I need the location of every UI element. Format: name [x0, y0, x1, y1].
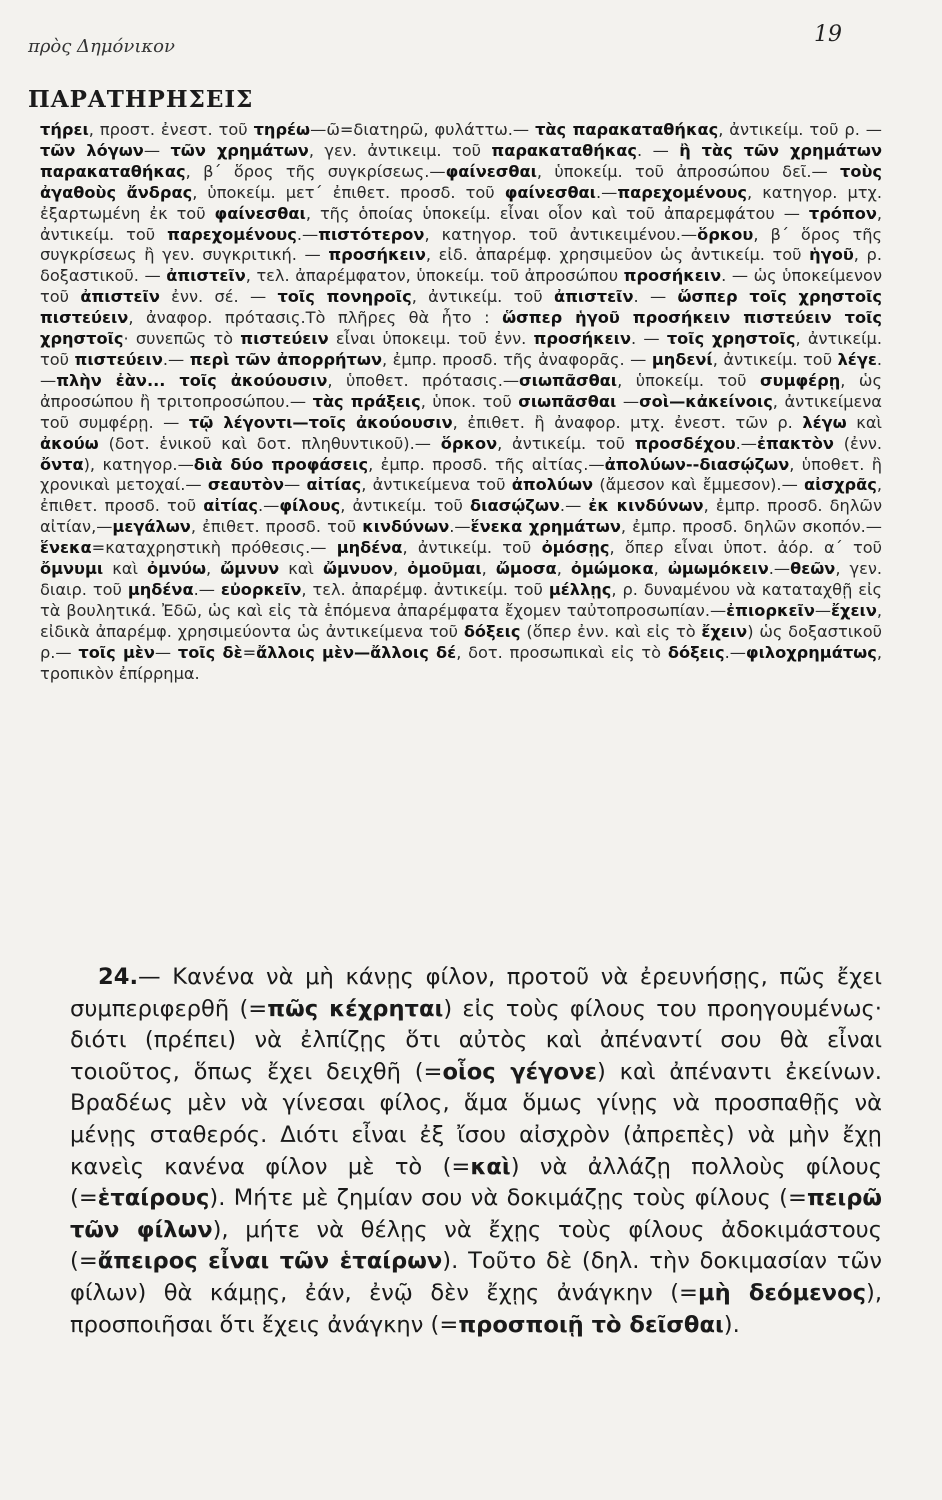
greek-term: ὀμνύω — [146, 559, 207, 579]
greek-term: λέγε — [837, 349, 877, 369]
greek-term: σιωπᾶσθαι — [518, 391, 617, 411]
text-run: , ἀντικείμ. τοῦ — [40, 329, 882, 369]
greek-term: τῶν λόγων — [40, 140, 144, 160]
greek-term: ἀπιστεῖν — [80, 287, 160, 307]
text-run: .— — [768, 559, 791, 579]
greek-term: ὤμνυν — [220, 559, 280, 579]
greek-term: καὶ — [470, 1153, 511, 1180]
greek-term: λέγω — [802, 412, 847, 432]
greek-term: παρακαταθήκας — [491, 140, 637, 160]
text-run: — — [283, 475, 307, 495]
text-run: ). Τοῦτο δὲ (δηλ. τὴν δοκιμασίαν τῶν φίλων) θὰ κάμῃς, ἐάν, ἐνῷ δὲν ἔχῃς ἀνάγκην (= — [70, 1248, 882, 1306]
text-run: , ὡς ἀπροσώπου ἢ τριτοπροσώπου.— — [40, 370, 882, 411]
greek-term: μὴ δεόμενος — [698, 1279, 866, 1306]
text-run: , κατηγορ. τοῦ ἀντικειμένου.— — [424, 224, 698, 244]
text-run: εἶναι ὑποκειμ. τοῦ ἐνν. — [328, 329, 534, 349]
greek-term: ὥσπερ τοῖς χρηστοῖς πιστεύειν — [40, 287, 883, 328]
greek-term: σιωπᾶσθαι — [519, 370, 618, 390]
text-run: (ὅπερ ἐνν. καὶ εἰς τὸ — [520, 621, 702, 641]
text-run: ) εἰς τοὺς φίλους του προηγουμένως· διότι (πρέπει) νὰ ἐλπίζῃς ὅτι αὐτὸς καὶ ἀπέναντί σου θὰ εἶναι τοιοῦτος, ὅπως ἔχει δειχθῆ (= — [70, 995, 882, 1085]
greek-term: πιστεύειν — [74, 349, 163, 369]
greek-term: ὄμνυμι — [40, 559, 104, 579]
greek-term: ἀπιστεῖν — [166, 266, 246, 286]
text-run: .— — [40, 349, 883, 390]
greek-term: ἕνεκα χρημάτων — [470, 517, 621, 537]
text-run: καὶ — [846, 412, 882, 432]
page-number: 19 — [814, 22, 842, 47]
greek-term: τοῖς πονηροῖς — [277, 287, 412, 307]
greek-term: ὄντα — [40, 454, 84, 474]
text-run: , ἐμπρ. προσδ. δηλῶν αἰτίαν,— — [40, 496, 882, 537]
greek-term: προσποιῇ τὸ δεῖσθαι — [458, 1311, 724, 1338]
greek-term: φαίνεσθαι — [214, 203, 306, 223]
greek-term: ἐπιορκεῖν — [726, 600, 815, 620]
greek-term: τὰς πράξεις — [312, 391, 421, 411]
text-run: , ἀντικείμ. τοῦ ρ. — — [718, 120, 882, 139]
text-run: , γεν. ἀντικειμ. τοῦ — [308, 140, 492, 160]
text-run: — — [616, 391, 640, 411]
text-run: , ἐμπρ. προσδ. τῆς αἰτίας.— — [368, 454, 605, 474]
text-run: , ὑποθετ. ἢ χρονικαὶ μετοχαί.— — [40, 454, 882, 495]
greek-term: μηδένα — [127, 579, 194, 599]
text-run: , ἀντικείμενα τοῦ συμφέρῃ. — — [40, 391, 882, 432]
greek-term: ὠμωμόκειν — [667, 559, 769, 579]
text-run: , ἀντικείμενα τοῦ — [361, 475, 512, 495]
greek-term: πλὴν ἐὰν... τοῖς ἀκούουσιν — [56, 370, 328, 390]
greek-term: τὰς παρακαταθήκας — [535, 120, 719, 139]
greek-term: μηδενί — [651, 349, 713, 369]
text-run: , ὑποθετ. πρότασις.— — [327, 370, 520, 390]
greek-term: τοὺς ἀγαθοὺς ἄνδρας — [40, 161, 882, 202]
text-run: —ῶ=διατηρῶ, φυλάττω.— — [310, 120, 536, 139]
greek-term: ἐκ κινδύνων — [588, 496, 704, 516]
greek-term: αἰσχρᾶς — [804, 475, 877, 495]
greek-term: προσήκειν — [623, 266, 722, 286]
greek-term: ὅρκου — [697, 224, 754, 244]
text-run: , ὑποκείμ. τοῦ — [617, 370, 761, 390]
text-run: ) καὶ ἀπέναντι ἐκείνων. Βραδέως μὲν νὰ γίνεσαι φίλος, ἅμα ὅμως γίνῃς νὰ προσπαθῇς νὰ μένῃς σταθερός. Διότι εἶναι ἐξ ἴσου αἰσχρὸν (ἀπρεπὲς) νὰ μὴν ἔχῃ κανεὶς κανένα φίλον μὲ τὸ (= — [70, 1058, 882, 1180]
text-run: , ὑποκείμ. μετ΄ ἐπιθετ. προσδ. τοῦ — [192, 182, 505, 202]
greek-term: αἰτίας — [306, 475, 362, 495]
greek-term: ἡγοῦ — [809, 245, 854, 265]
greek-term: ἕνεκα — [40, 538, 92, 558]
greek-term: φαίνεσθαι — [504, 182, 596, 202]
text-run: ἐνν. σέ. — — [159, 287, 278, 307]
greek-term: τηρέω — [253, 120, 311, 139]
greek-term: ἀπιστεῖν — [553, 287, 634, 307]
paragraph-24 — [70, 962, 882, 1341]
greek-term: οἷος γέγονε — [442, 1058, 598, 1085]
greek-term: αἰτίας — [203, 496, 259, 516]
running-title: πρὸς Δημόνικον — [28, 36, 175, 57]
text-run: καὶ — [103, 559, 147, 579]
greek-term: τοῖς μὲν — [78, 642, 155, 662]
text-run: , ἐπιθετ. ἢ ἀναφορ. μτχ. ἐνεστ. τῶν ρ. — [452, 412, 803, 432]
text-run: , τῆς ὁποίας ὑποκείμ. εἶναι οἷον καὶ τοῦ ἀπαρεμφάτου — — [305, 203, 809, 223]
text-run: , ἐπιθετ. προσδ. τοῦ — [40, 475, 882, 516]
notes-paragraph — [40, 120, 882, 684]
greek-term: ἄπειρος εἶναι τῶν ἑταίρων — [97, 1248, 443, 1275]
greek-term: ὀμώμοκα — [570, 559, 654, 579]
text-run: , εἰδικὰ ἀπαρέμφ. χρησιμεύοντα ὡς ἀντικείμενα τοῦ — [40, 600, 882, 641]
section-heading: ΠΑΡΑΤΗΡΗΣΕΙΣ — [28, 86, 254, 113]
text-run: . — — [631, 329, 667, 349]
greek-term: προσήκειν — [328, 245, 426, 265]
text-run: (δοτ. ἑνικοῦ καὶ δοτ. πληθυντικοῦ).— — [98, 433, 441, 453]
greek-term: τοῖς δὲ — [177, 642, 243, 662]
text-run: , β΄ ὅρος τῆς συγκρίσεως.— — [185, 161, 446, 181]
notes-block — [40, 120, 882, 684]
greek-term: φιλοχρημάτως — [745, 642, 877, 662]
text-run: , ὑποκείμ. τοῦ ἀπροσώπου δεῖ.— — [536, 161, 841, 181]
text-run: ) νὰ ἀλλάζῃ πολλοὺς φίλους (= — [70, 1153, 882, 1212]
text-run: , — [556, 559, 571, 579]
greek-term: μηδένα — [336, 538, 403, 558]
greek-term: ὀμόσῃς — [541, 538, 610, 558]
greek-term: δόξεις — [463, 621, 521, 641]
greek-term: πιστεύειν — [240, 329, 329, 349]
greek-term: παρεχομένους — [617, 182, 748, 202]
greek-term: φαίνεσθαι — [445, 161, 537, 181]
greek-term: παρεχομένους — [167, 224, 297, 244]
greek-term: εὐορκεῖν — [220, 579, 302, 599]
text-run: .— — [258, 496, 280, 516]
greek-term: πειρῶ τῶν φίλων — [70, 1185, 882, 1243]
text-run: — — [143, 140, 171, 160]
text-run: . — — [637, 140, 680, 160]
text-run: , εἰδ. ἀπαρέμφ. χρησιμεῦον ὡς ἀντικείμ. τοῦ — [425, 245, 810, 265]
greek-term: σοὶ—κἀκείνοις — [639, 391, 773, 411]
text-run: .— — [449, 517, 471, 537]
greek-term: φίλους — [279, 496, 341, 516]
text-run: .— — [296, 224, 319, 244]
greek-term: μέλλῃς — [548, 579, 612, 599]
greek-term: τρόπον — [808, 203, 877, 223]
greek-term: ὥσπερ ἡγοῦ προσήκειν πιστεύειν τοῖς χρηστοῖς — [40, 308, 882, 349]
text-run: , ρ. δυναμένου νὰ καταταχθῇ εἰς τὰ βουλητικά. Ἐδῶ, ὡς καὶ εἰς τὰ ἑπόμενα ἀπαρέμφατα ἔχομεν ταὐτοπροσωπίαν.— — [40, 579, 882, 620]
text-run: .— — [193, 579, 221, 599]
text-run: καὶ — [279, 559, 323, 579]
greek-term: ὤμοσα — [495, 559, 557, 579]
text-run: , δοτ. προσωπικαὶ εἰς τὸ — [456, 642, 668, 662]
text-run: , τροπικὸν ἐπίρρημα. — [40, 642, 882, 683]
text-run: . — ὡς ὑποκείμενον τοῦ — [40, 266, 882, 307]
greek-term: ἐπακτὸν — [756, 433, 834, 453]
text-run: , ἀντικείμ. τοῦ — [40, 203, 883, 244]
text-run: ), μήτε νὰ θέλῃς νὰ ἔχῃς τοὺς φίλους ἀδοκιμάστους (= — [70, 1216, 882, 1275]
text-run: (ἄμεσον καὶ ἔμμεσον).— — [593, 475, 805, 495]
text-run: , ὑποκ. τοῦ — [420, 391, 519, 411]
greek-term: διασῴζων — [470, 496, 560, 516]
text-run: , — [653, 559, 668, 579]
text-run: , προστ. ἐνεστ. τοῦ — [88, 120, 254, 139]
greek-term: ἢ τὰς τῶν χρημάτων παρακαταθήκας — [40, 140, 882, 181]
text-run: , — [481, 559, 496, 579]
greek-term: κινδύνων — [362, 517, 450, 537]
text-run: · συνεπῶς τὸ — [123, 329, 241, 349]
greek-term: ἀπολύων--διασῴζων — [604, 454, 790, 474]
text-run: , ἀντικείμ. τοῦ — [411, 287, 554, 307]
text-run: , — [206, 559, 221, 579]
greek-term: πιστότερον — [318, 224, 425, 244]
greek-term: τῶν χρημάτων — [170, 140, 309, 160]
text-run: =καταχρηστικὴ πρόθεσις.— — [91, 538, 337, 558]
text-run: . — — [633, 287, 678, 307]
greek-term: διὰ δύο προφάσεις — [193, 454, 369, 474]
text-run: ), προσποιῆσαι ὅτι ἔχεις ἀνάγκην (= — [70, 1279, 882, 1338]
greek-term: ὅρκον — [440, 433, 498, 453]
text-run: , ἐμπρ. προσδ. δηλῶν σκοπόν.— — [620, 517, 882, 537]
greek-term: ἀκούω — [40, 433, 99, 453]
greek-term: ἀπολύων — [511, 475, 594, 495]
text-run: , γεν. διαιρ. τοῦ — [40, 559, 883, 599]
text-run: , — [393, 559, 408, 579]
text-run: .— — [559, 496, 589, 516]
text-run: — — [154, 642, 178, 662]
text-run: — Κανένα νὰ μὴ κάνῃς φίλον, προτοῦ νὰ ἐρευνήσῃς, πῶς ἔχει συμπεριφερθῆ (= — [70, 964, 882, 1022]
greek-term: θεῶν — [790, 559, 836, 579]
greek-term: ἔχειν — [831, 600, 877, 620]
greek-term: μεγάλων — [112, 517, 191, 537]
greek-term: ἔχειν — [701, 621, 748, 641]
text-run: ), κατηγορ.— — [83, 454, 194, 474]
text-run: ) ὡς δοξαστικοῦ ρ.— — [40, 621, 882, 662]
text-run: , τελ. ἀπαρέμφ. ἀντικείμ. τοῦ — [301, 579, 549, 599]
translation-paragraph — [70, 962, 882, 1341]
text-run: .— — [162, 349, 190, 369]
greek-term: τοῖς χρηστοῖς — [666, 329, 796, 349]
paragraph-number: 24. — [98, 964, 139, 990]
greek-term: προσήκειν — [533, 329, 632, 349]
text-run: , ρ. δοξαστικοῦ. — — [40, 245, 882, 286]
text-run: , ἀντικείμ. τοῦ — [497, 433, 635, 453]
greek-term: σεαυτὸν — [207, 475, 284, 495]
text-run: , ὅπερ εἶναι ὑποτ. ἀόρ. α΄ τοῦ — [609, 538, 882, 558]
text-run: , κατηγορ. μτχ. ἐξαρτωμένη ἐκ τοῦ — [40, 182, 882, 223]
text-run: .— — [596, 182, 618, 202]
greek-term: προσδέχου — [634, 433, 736, 453]
greek-term: περὶ τῶν ἀπορρήτων — [189, 349, 382, 369]
text-run: — — [814, 600, 832, 620]
text-run: , ἀντικείμ. τοῦ — [712, 349, 838, 369]
text-run: .— — [724, 642, 746, 662]
text-run: , β΄ ὅρος τῆς συγκρίσεως ἢ γεν. συγκριτική. — — [40, 224, 882, 265]
text-run: ). — [723, 1311, 740, 1338]
text-run: , ἀντικείμ. τοῦ — [402, 538, 542, 558]
greek-term: ὤμνυον — [322, 559, 394, 579]
text-run: , ἀναφορ. πρότασις.Τὸ πλῆρες θὰ ἦτο : — [128, 308, 503, 328]
greek-term: πῶς κέχρηται — [267, 995, 444, 1022]
greek-term: τῷ λέγοντι—τοῖς ἀκούουσιν — [188, 412, 453, 432]
greek-term: ἄλλοις μὲν—ἄλλοις δέ — [256, 642, 457, 662]
text-run: (ἐνν. — [833, 433, 883, 453]
text-run: = — [242, 642, 257, 662]
greek-term: συμφέρῃ — [760, 370, 841, 390]
text-run: , τελ. ἀπαρέμφατον, ὑποκείμ. τοῦ ἀπροσώπου — [245, 266, 624, 286]
greek-term: ἑταίρους — [97, 1185, 210, 1212]
text-run: .— — [735, 433, 757, 453]
greek-term: δόξεις — [667, 642, 725, 662]
greek-term: ὀμοῦμαι — [407, 559, 482, 579]
text-run: , ἀντικείμ. τοῦ — [340, 496, 471, 516]
text-run: , ἐπιθετ. προσδ. τοῦ — [190, 517, 363, 537]
text-run: , ἐμπρ. προσδ. τῆς ἀναφορᾶς. — — [382, 349, 652, 369]
text-run: ). Μήτε μὲ ζημίαν σου νὰ δοκιμάζῃς τοὺς φίλους (= — [209, 1185, 807, 1212]
greek-term: τήρει — [40, 120, 89, 139]
